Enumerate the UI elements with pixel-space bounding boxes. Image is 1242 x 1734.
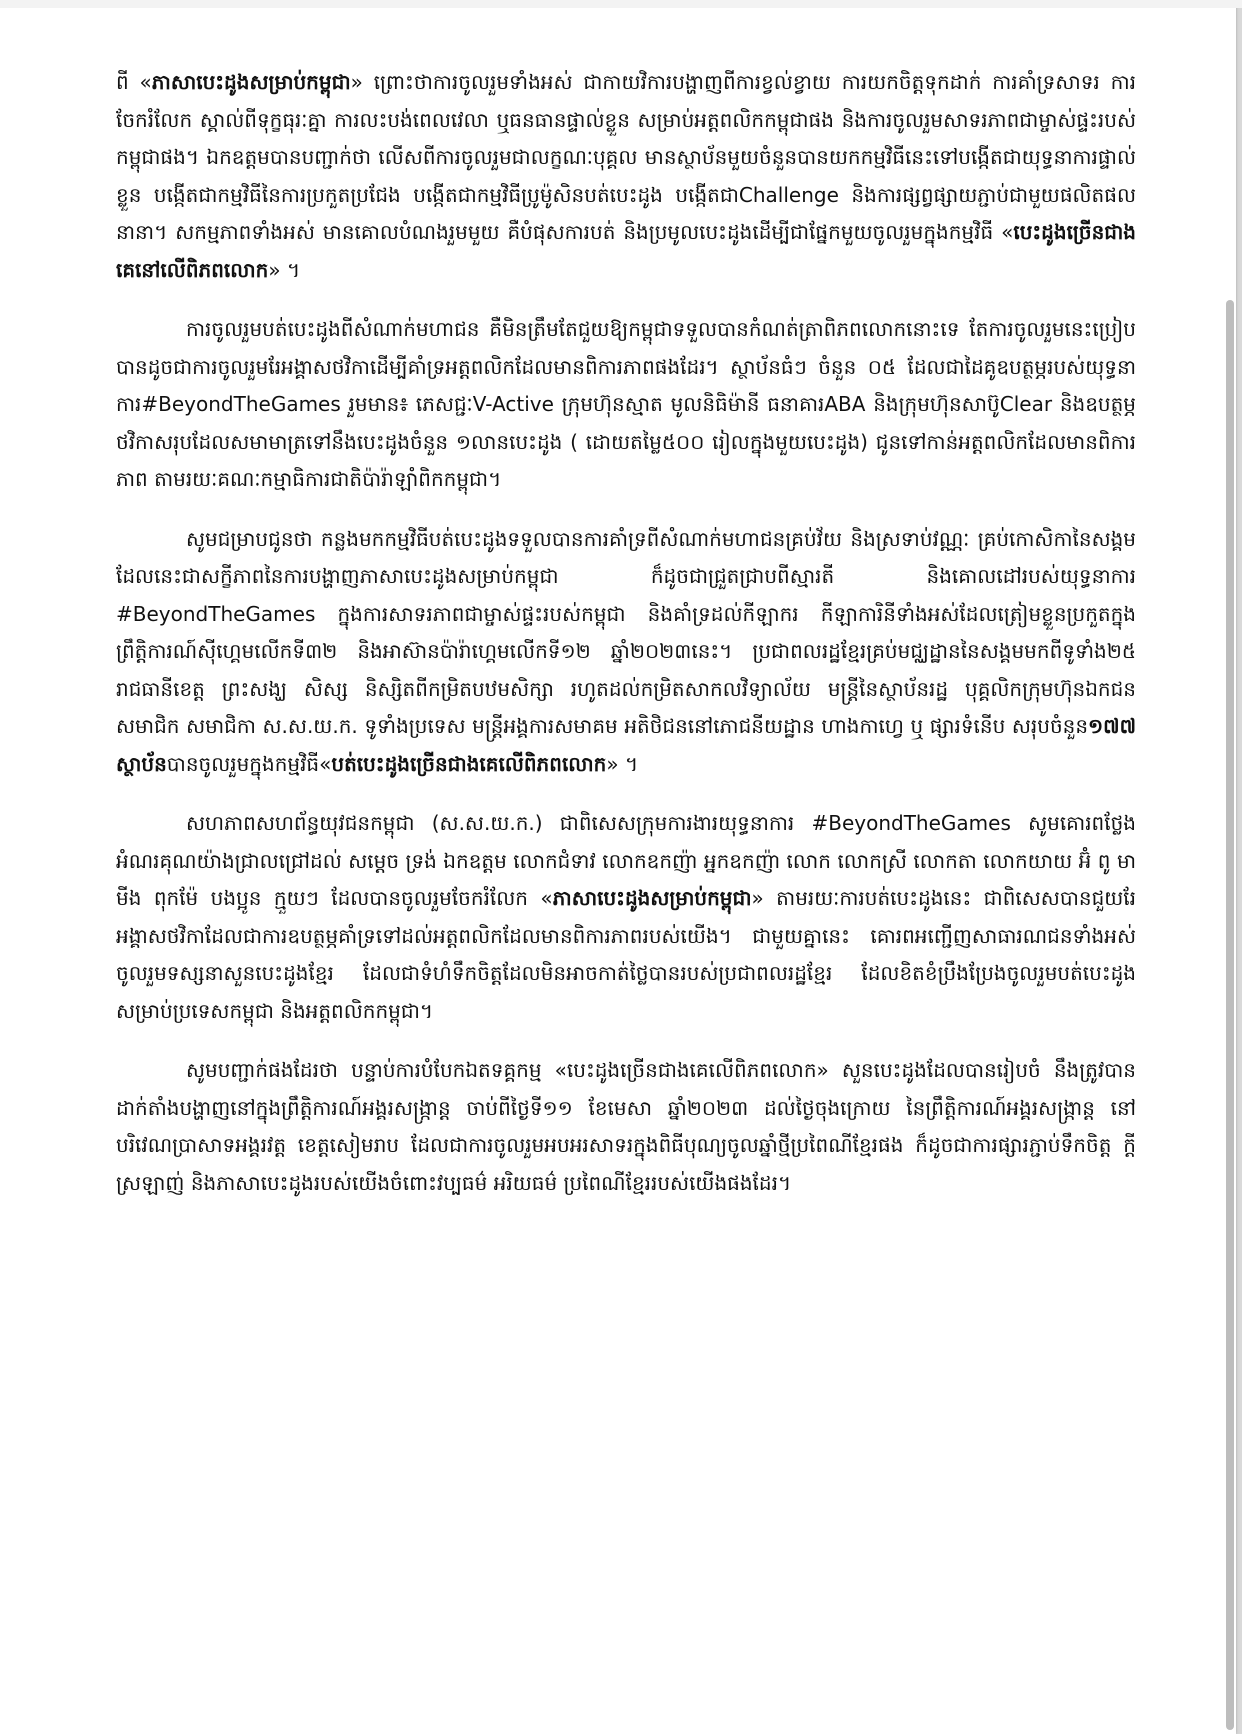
paragraph-3-bold-count: ១៧៧ ស្ថាប័ន xyxy=(116,714,1136,776)
vertical-scrollbar[interactable] xyxy=(1226,300,1234,1730)
viewer-top-edge xyxy=(0,0,1242,8)
paragraph-1-body: » ព្រោះថាការចូលរួមទាំងអស់ ជាកាយវិការបង្ហាញពីការខ្វល់ខ្វាយ ការយកចិត្តទុកដាក់ ការគាំទ្រសាទរ ការចែករំលែក ស្គាល់ពីទុក្ខធុរៈគ្នា ការលះបង់ពេលវេលា ឬធនធានផ្ទាល់ខ្លួន សម្រាប់អត្តពលិកកម្ពុជាផង និងការចូលរួមសាទរភាពជាម្ចាស់ផ្ទះរបស់កម្ពុជាផង។ ឯកឧត្តមបានបញ្ជាក់ថា លើសពីការចូលរួមជាលក្ខណៈបុគ្គល មានស្ថាប័នមួយចំនួនបានយកកម្មវិធីនេះទៅបង្កើតជាយុទ្ធនាការផ្ទាល់ខ្លួន បង្កើតជាកម្មវិធីនៃការប្រកួតប្រជែង បង្កើតជាកម្មវិធីប្រូម៉ូសិនបត់បេះដូង បង្កើតជាChallenge និងការផ្សព្វផ្សាយភ្ជាប់ជាមួយផលិតផលនានា។ សកម្មភាពទាំងអស់ មានគោលបំណងរួមមួយ គឺបំផុសការបត់ និងប្រមូលបេះដូងដើម្បីជាផ្នែកមួយចូលរួមក្នុងកម្មវិធី « xyxy=(116,70,1136,244)
paragraph-2: ការចូលរួមបត់បេះដូងពីសំណាក់មហាជន គឺមិនត្រឹមតែជួយឱ្យកម្ពុជាទទួលបានកំណត់ត្រាពិភពលោកនោះទេ តែការចូលរួមនេះប្រៀបបានដូចជាការចូលរួមរែអង្គាសថវិកាដើម្បីគាំទ្រអត្តពលិកដែលមានពិការភាពផងដែរ។ ស្ថាប័នធំៗ ចំនួន ០៥ ដែលជាដៃគូឧបត្ថម្ភរបស់យុទ្ធនាការ#BeyondTheGames រួមមាន៖ ភេសជ្ជៈV-Active ក្រុមហ៊ុនស្មាត មូលនិធិម៉ានី ធនាគារABA និងក្រុមហ៊ុនសាប៊ូClear និងឧបត្ថម្ភថវិកាសរុបដែលសមាមាត្រទៅនឹងបេះដូងចំនួន ១លានបេះដូង ( ដោយតម្លៃ៥០០ រៀលក្នុងមួយបេះដូង) ជូនទៅកាន់អត្តពលិកដែលមានពិការភាព តាមរយៈគណៈកម្មាធិការជាតិប៉ារ៉ាឡាំពិកកម្ពុជា។ xyxy=(116,317,1136,491)
paragraph-1-bold-phrase: ភាសាបេះដូងសម្រាប់កម្ពុជា xyxy=(151,70,351,94)
paragraph-5: សូមបញ្ជាក់ផងដែរថា បន្ទាប់ការបំបែកឯតទគ្គកម្ម «បេះដូងច្រើនជាងគេលើពិភពលោក» សួនបេះដូងដែលបានរៀបចំ នឹងត្រូវបានដាក់តាំងបង្ហាញនៅក្នុងព្រឹត្តិការណ៍អង្គរសង្ក្រាន្ត ចាប់ពីថ្ងៃទី១១ ខែមេសា ឆ្នាំ២០២៣ ដល់ថ្ងៃចុងក្រោយ នៃព្រឹត្តិការណ៍អង្គរសង្ក្រាន្ត នៅបរិវេណប្រាសាទអង្គរវត្ត ខេត្តសៀមរាប ដែលជាការចូលរួមអបអរសាទរក្នុងពិធីបុណ្យចូលឆ្នាំថ្មីប្រពៃណីខ្មែរផង ក៏ដូចជាការផ្សារភ្ជាប់ទឹកចិត្ត ក្តីស្រឡាញ់ និងភាសាបេះដូងរបស់យើងចំពោះវប្បធម៌ អរិយធម៌ ប្រពៃណីខ្មែររបស់យើងផងដែរ។ xyxy=(116,1058,1136,1195)
paragraph-3-mid: បានចូលរួមក្នុងកម្មវិធី« xyxy=(166,751,332,776)
article-body xyxy=(116,64,1136,1224)
paragraph-3 xyxy=(116,521,1136,784)
paragraph-3-body: សូមជម្រាបជូនថា កន្លងមកកម្មវិធីបត់បេះដូងទទួលបានការគាំទ្រពីសំណាក់មហាជនគ្រប់វ័យ និងស្រទាប់វណ្ណៈ គ្រប់កោសិកានៃសង្គម ដែលនេះជាសក្ខីភាពនៃការបង្ហាញភាសាបេះដូងសម្រាប់កម្ពុជា ក៏ដូចជាជ្រួតជ្រាបពីស្មារតី និងគោលដៅរបស់យុទ្ធនាការ #BeyondTheGames ក្នុងការសាទរភាពជាម្ចាស់ផ្ទះរបស់កម្ពុជា និងគាំទ្រដល់កីឡាករ កីឡាការិនីទាំងអស់ដែលត្រៀមខ្លួនប្រកួតក្នុងព្រឹត្តិការណ៍ស៊ីហ្គេមលើកទី៣២ និងអាស៊ានប៉ារ៉ាហ្គេមលើកទី១២ ឆ្នាំ២០២៣នេះ។ ប្រជាពលរដ្ឋខ្មែរគ្រប់មជ្ឈដ្ឋាននៃសង្គមមកពីទូទាំង២៥ រាជធានីខេត្ត ព្រះសង្ឃ សិស្ស និស្សិតពីកម្រិតបឋមសិក្សា រហូតដល់កម្រិតសាកលវិទ្យាល័យ មន្ត្រីនៃស្ថាប័នរដ្ឋ បុគ្គលិកក្រុមហ៊ុនឯកជន សមាជិក សមាជិកា ស.ស.យ.ក. ទូទាំងប្រទេស មន្ត្រីអង្គការសមាគម អតិថិជននៅភោជនីយដ្ឋាន ហាងកាហ្វេ ឬ ផ្សារទំនើប សរុបចំនួន xyxy=(116,526,1136,738)
paragraph-4-end: » តាមរយៈការបត់បេះដូងនេះ ជាពិសេសបានជួយរែអង្គាសថវិកាដែលជាការឧបត្ថម្ភគាំទ្រទៅដល់អត្តពលិកដែលមានពិការភាពរបស់យើង។ ជាមួយគ្នានេះ គោរពអញ្ជើញសាធារណជនទាំងអស់ចូលរួមទស្សនាសួនបេះដូងខ្មែរ ដែលជាទំហំទឹកចិត្តដែលមិនអាចកាត់ថ្លៃបានរបស់ប្រជាពលរដ្ឋខ្មែរ ដែលខិតខំប្រឹងប្រែងចូលរួមបត់បេះដូង សម្រាប់ប្រទេសកម្ពុជា និងអត្តពលិកកម្ពុជា។ xyxy=(116,886,1136,1023)
paragraph-4-bold-phrase: ភាសាបេះដូងសម្រាប់កម្ពុជា xyxy=(552,886,752,910)
paragraph-1 xyxy=(116,64,1136,289)
paragraph-3-end: » ។ xyxy=(606,751,639,776)
paragraph-1-intro: ពី « xyxy=(116,70,152,94)
paragraph-3-bold-event: បត់បេះដូងច្រើនជាងគេលើពិភពលោក xyxy=(331,751,607,776)
paragraph-1-end: » ។ xyxy=(268,257,301,282)
paragraph-4 xyxy=(116,805,1136,1030)
paragraph-4-body: សហភាពសហព័ន្ធយុវជនកម្ពុជា (ស.ស.យ.ក.) ជាពិសេសក្រុមការងារយុទ្ធនាការ #BeyondTheGames សូមគោរពថ្លែងអំណរគុណយ៉ាងជ្រាលជ្រៅដល់ សម្តេច ទ្រង់ ឯកឧត្តម លោកជំទាវ លោកឧកញ៉ា អ្នកឧកញ៉ា លោក លោកស្រី លោកតា លោកយាយ អ៊ំ ពូ មា មីង ពុកម៉ែ បងប្អូន ក្មួយៗ ដែលបានចូលរួមចែករំលែក « xyxy=(116,811,1136,910)
paragraph-1-bold-event: បេះដូងច្រើនជាងគេនៅលើពិភពលោក xyxy=(116,220,1136,282)
